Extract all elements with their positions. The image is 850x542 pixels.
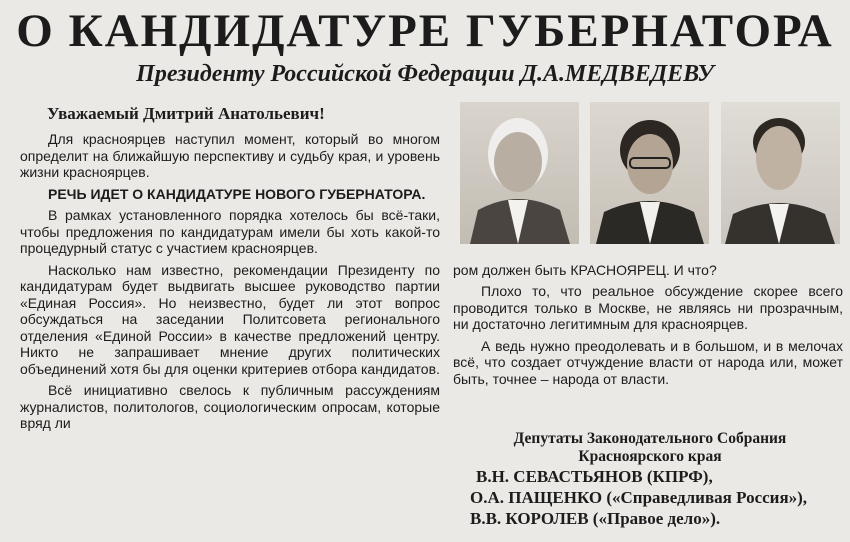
continuation-line: ром должен быть КРАСНОЯРЕЦ. И что? [453,262,717,278]
signature-title-region: Красноярского края [578,448,722,465]
paragraph: Насколько нам известно, рекомендации Президенту по кандидатурам будет выдвигать высшее руководство партии «Единая Россия». Но неизвестно, будет ли этот вопрос обсуждаться на заседании Политсовета регионального отделения «Единой России» в качестве предложений центру. Никто не запрашивает мнение других политических объединений хотя бы для оценки критериев отбора кандидатов. [20,261,440,377]
paragraph-emphasis: РЕЧЬ ИДЕТ О КАНДИДАТУРЕ НОВОГО ГУБЕРНАТОРА. [48,185,426,202]
signer: О.А. ПАЩЕНКО («Справедливая Россия»), [470,488,808,507]
right-column-continuation [453,262,843,279]
left-column [20,131,440,542]
greeting: Уважаемый Дмитрий Анатольевич! [47,104,325,123]
subheadline: Президенту Российской Федерации Д.А.МЕДВЕДЕВУ [136,61,714,87]
photo-korolev [721,102,840,244]
deputy-photos [460,102,840,244]
signature-block [470,430,850,529]
signer: В.Н. СЕВАСТЬЯНОВ (КПРФ), [476,467,713,486]
paragraph: А ведь нужно преодолевать и в большом, и в мелочах всё, что создает отчуждение власти от народа или, может быть, точнее – народа от власти. [453,337,843,387]
paragraph: Плохо то, что реальное обсуждение скорее всего проводится только в Москве, не являясь ни прозрачным, ни достаточно легитимным для красноярцев. [453,283,843,332]
signer: В.В. КОРОЛЕВ («Правое дело»). [470,509,721,528]
right-column [453,283,843,392]
photo-sevastyanov [460,102,579,244]
paragraph: Для красноярцев наступил момент, который во многом определит на ближайшую перспективу и судьбу края, и уровень жизни красноярцев. [20,131,440,180]
photo-pashchenko [590,102,709,244]
paragraph: Всё инициативно свелось к публичным рассуждениям журналистов, политологов, социологическим опросам, которые вряд ли [20,382,440,431]
signature-title: Депутаты Законодательного Собрания [513,430,787,447]
paragraph: В рамках установленного порядка хотелось бы всё-таки, чтобы предложения по кандидатурам имели бы хоть какой-то процедурный статус с участием красноярцев. [20,207,440,256]
headline: О КАНДИДАТУРЕ ГУБЕРНАТОРА [16,5,834,57]
